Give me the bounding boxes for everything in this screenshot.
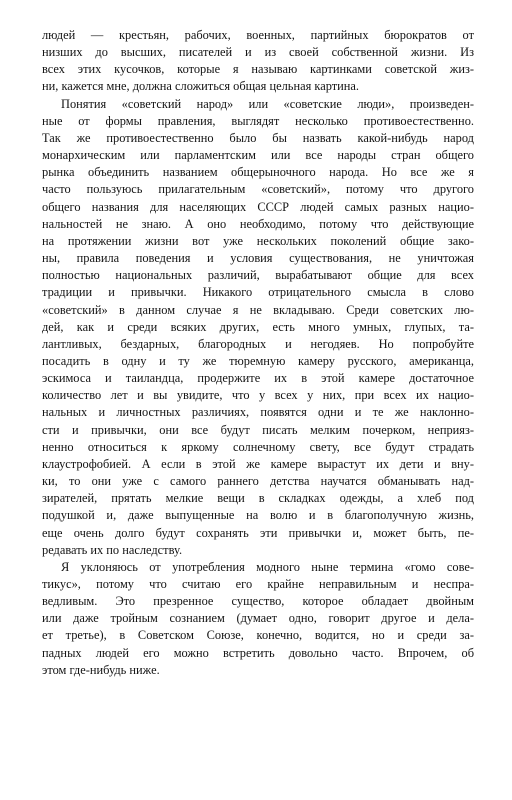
text-line: ненно относиться к яркому солнечному свету, все будут страдать [42, 439, 474, 454]
text-line: эскимоса и таиландца, продержите их в этой камере достаточное [42, 371, 474, 386]
text-line: подушкой и, даже выпущенные на волю и в благополучную жизнь, [42, 508, 474, 523]
text-line: сти и привычки, они все будут писать мелким почерком, неприяз- [42, 422, 474, 437]
text-line: рынка объединить названием общерыночного народа. Но все же я [42, 165, 474, 180]
text-line: «советский» в данном случае я не вкладываю. Среди советских лю- [42, 302, 474, 317]
text-line: клаустрофобией. А если в этой же камере вырастут их дети и вну- [42, 456, 474, 471]
text-line: Так же противоестественно было бы назвать какой-нибудь народ [42, 130, 474, 145]
text-line: полностью национальных различий, вырабатывают общие для всех [42, 268, 474, 283]
text-line: редавать их по наследству. [42, 542, 183, 557]
text-line: падных людей его можно встретить довольно часто. Впрочем, об [42, 645, 474, 660]
text-line: людей — крестьян, рабочих, военных, партийных бюрократов от [42, 28, 474, 42]
text-line: еще очень долго будут сохранять эти привычки и, может быть, пе- [42, 525, 474, 540]
text-line: Понятия «советский народ» или «советские люди», произведен- [61, 96, 474, 111]
text-line: всех этих кусочков, которые я называю картинками советской жиз- [42, 62, 474, 77]
text-line: ны, правила поведения и условия существования, не уничтожая [42, 251, 474, 266]
text-line: низших до высших, писателей и из своей собственной жизни. Из [42, 45, 474, 60]
text-line: нальностей не знаю. А оно необходимо, потому что действующие [42, 216, 474, 231]
text-line: Я уклоняюсь от употребления модного ныне термина «гомо сове- [61, 559, 474, 574]
book-page [42, 27, 474, 679]
text-line: или даже тройным сознанием (думает одно, говорит другое и дела- [42, 611, 474, 626]
text-line: нальных и личностных различиях, появятся одни и те же наклонно- [42, 405, 474, 420]
text-line: традиции и привычки. Никакого отрицательного смысла в слово [42, 285, 474, 300]
text-line: тикус», потому что считаю его крайне неправильным и неспра- [42, 577, 474, 591]
text-line: ет третье), в Советском Союзе, конечно, водится, но и среди за- [42, 628, 474, 643]
text-line: на протяжении жизни вот уже нескольких поколений общие зако- [42, 233, 474, 248]
paragraph-3 [42, 559, 474, 679]
paragraph-1 [42, 27, 474, 96]
text-line: посадить в одну и ту же тюремную камеру русского, американца, [42, 353, 474, 368]
text-line: ведливым. Это презренное существо, которое обладает двойным [42, 594, 474, 609]
text-line: этом где-нибудь ниже. [42, 662, 160, 677]
text-line: лантливых, бездарных, благородных и негодяев. Но попробуйте [42, 336, 474, 351]
text-line: ни, кажется мне, должна сложиться общая цельная картина. [42, 79, 360, 94]
text-line: ные от формы правления, выглядят несколько противоестественно. [42, 113, 474, 128]
text-line: зирателей, прятать мелкие вещи в складках одежды, а хлеб под [42, 491, 474, 506]
text-line: дей, как и среди всяких других, есть много умных, глупых, та- [42, 319, 474, 334]
text-line: ки, то они уже с самого раннего детства научатся обманывать над- [42, 474, 474, 489]
text-line: часто пользуюсь прилагательным «советский», потому что другого [42, 182, 474, 197]
text-line: количество лет и вы увидите, что у всех у них, при всех их нацио- [42, 388, 474, 403]
text-line: общего названия для населяющих СССР людей самых разных нацио- [42, 199, 474, 214]
paragraph-2 [42, 96, 474, 559]
text-line: монархическим или парламентским или все народы стран общего [42, 148, 474, 163]
